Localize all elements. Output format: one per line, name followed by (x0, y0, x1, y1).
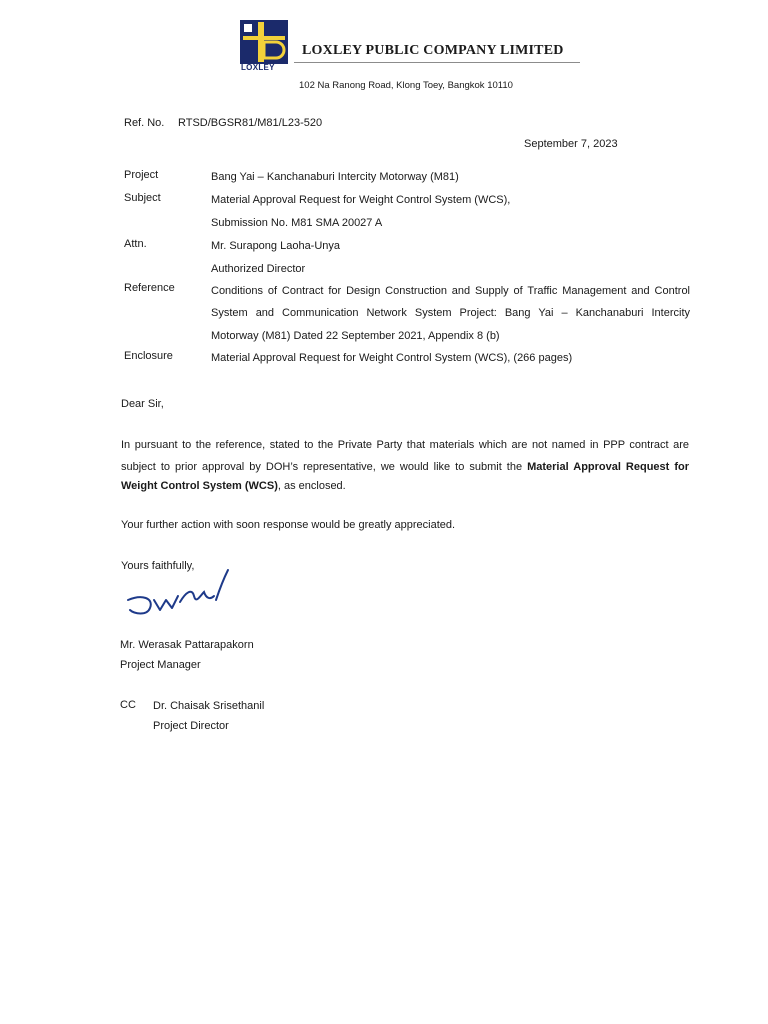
attn-title: Authorized Director (211, 263, 306, 275)
signatory-name: Mr. Werasak Pattarapakorn (120, 639, 254, 651)
letter-date: September 7, 2023 (524, 138, 618, 150)
project-label: Project (124, 169, 159, 181)
reference-line-3: Motorway (M81) Dated 22 September 2021, Appendix 8 (b) (211, 330, 500, 342)
enclosure-value: Material Approval Request for Weight Control System (WCS), (266 pages) (211, 352, 573, 364)
loxley-logo-icon (240, 20, 288, 64)
subject-label: Subject (124, 192, 161, 204)
enclosure-label: Enclosure (124, 350, 173, 362)
cc-name: Dr. Chaisak Srisethanil (153, 700, 265, 712)
ref-number: RTSD/BGSR81/M81/L23-520 (178, 117, 323, 129)
salutation: Dear Sir, (121, 398, 164, 410)
cc-title: Project Director (153, 720, 229, 732)
subject-line-2: Submission No. M81 SMA 20027 A (211, 217, 383, 229)
attn-label: Attn. (124, 238, 147, 250)
reference-label: Reference (124, 282, 175, 294)
ref-label: Ref. No. (124, 117, 165, 129)
paragraph-2: Your further action with soon response would be greatly appreciated. (121, 519, 456, 531)
reference-line-2: System and Communication Network System Project: Bang Yai – Kanchanaburi Intercity (211, 307, 690, 319)
subject-line-1: Material Approval Request for Weight Control System (WCS), (211, 194, 511, 206)
paragraph-1-line-2-text: subject to prior approval by DOH’s representative, we would like to submit the (121, 461, 528, 473)
handwritten-signature (120, 566, 240, 622)
paragraph-1-line-2 (121, 460, 689, 474)
paragraph-1-line-3-text: , as enclosed. (277, 480, 346, 492)
company-name: LOXLEY PUBLIC COMPANY LIMITED (302, 43, 564, 58)
company-address: 102 Na Ranong Road, Klong Toey, Bangkok 10110 (299, 80, 513, 91)
logo-wordmark: LOXLEY (241, 63, 275, 72)
project-value: Bang Yai – Kanchanaburi Intercity Motorway (M81) (211, 171, 459, 183)
paragraph-1-bold-text: Material Approval Request for (527, 461, 689, 473)
attn-name: Mr. Surapong Laoha-Unya (211, 240, 341, 252)
cc-label: CC (120, 699, 136, 711)
header-divider (294, 62, 580, 63)
paragraph-1-line-1: In pursuant to the reference, stated to the Private Party that materials which are not named in PPP contract are (121, 439, 689, 451)
paragraph-1-line-3 (121, 479, 346, 493)
paragraph-1-bold-text-2: Weight Control System (WCS) (121, 480, 278, 492)
signatory-title: Project Manager (120, 659, 201, 671)
reference-line-1: Conditions of Contract for Design Construction and Supply of Traffic Management and Control (211, 285, 690, 297)
letterhead (240, 20, 580, 80)
closing: Yours faithfully, (121, 560, 195, 572)
